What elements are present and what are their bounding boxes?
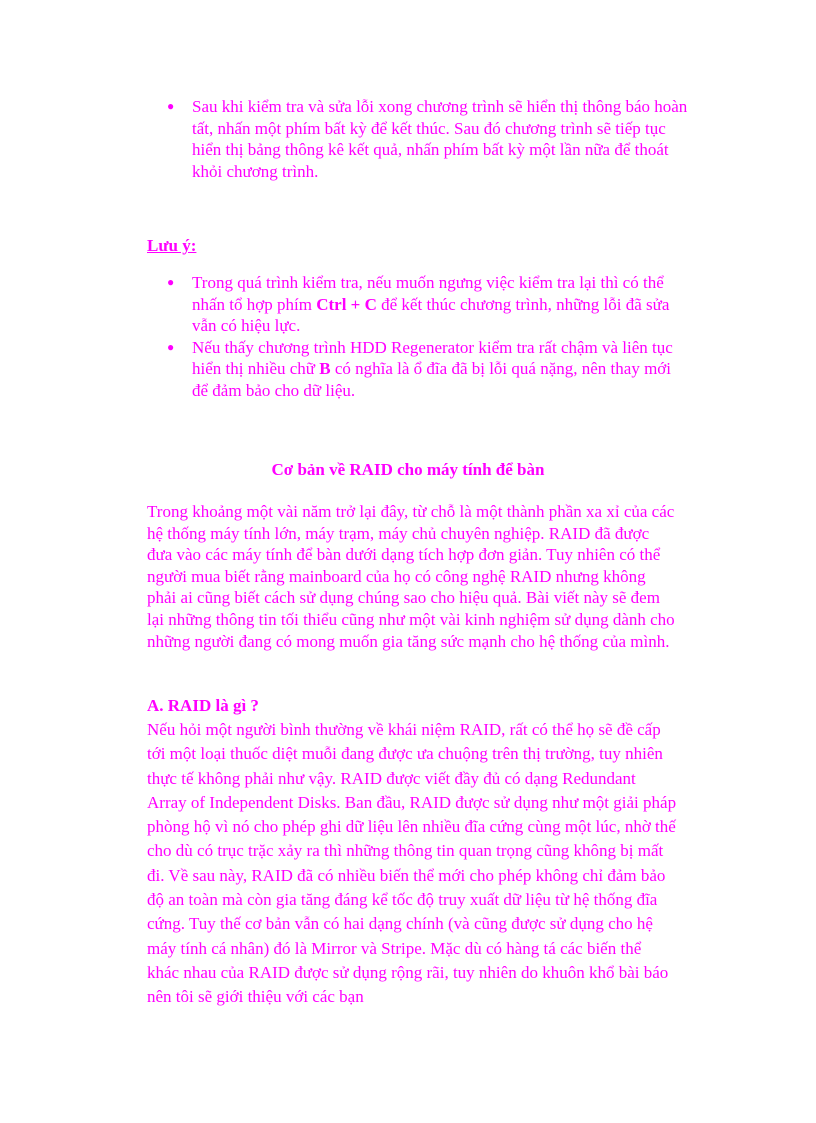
note-bullet-list	[168, 272, 688, 401]
list-item	[168, 337, 688, 402]
key-combo: Ctrl + C	[316, 294, 377, 314]
list-item	[168, 272, 688, 337]
bullet-text: Trong quá trình kiểm tra, nếu muốn ngưng việc kiểm tra lại thì có thể nhấn tổ hợp phím Ctrl + C để kết thúc chương trình, những lỗi đã sửa vẫn có hiệu lực.	[192, 273, 670, 335]
bullet-text: Nếu thấy chương trình HDD Regenerator kiểm tra rất chậm và liên tục hiển thị nhiều chữ B có nghĩa là ổ đĩa đã bị lỗi quá nặng, nên thay mới để đảm bảo cho dữ liệu.	[192, 337, 673, 400]
note-title: Lưu ý:	[147, 236, 197, 255]
bullet-icon: ●	[167, 99, 175, 113]
section-heading: Cơ bản về RAID cho máy tính để bàn	[271, 460, 545, 479]
intro-paragraph: Trong khoảng một vài năm trở lại đây, từ chỗ là một thành phần xa xỉ của các hệ thống máy tính lớn, máy trạm, máy chủ chuyên nghiệp. RAID đã được đưa vào các máy tính để bàn dưới dạng tích hợp đơn giản. Tuy nhiên có thể người mua biết rằng mainboard của họ có công nghệ RAID nhưng không phải ai cũng biết cách sử dụng chúng sao cho hiệu quả. Bài viết này sẽ đem lại những thông tin tối thiểu cũng như một vài kinh nghiệm sử dụng dành cho những người đang có mong muốn gia tăng sức mạnh cho hệ thống của mình.	[147, 502, 675, 651]
section-a-title: A. RAID là gì ?	[147, 696, 259, 715]
bullet-icon: ●	[167, 339, 175, 354]
completion-bullet-list	[168, 96, 688, 182]
bullet-icon: ●	[167, 275, 175, 289]
bullet-text: Sau khi kiểm tra và sửa lỗi xong chương trình sẽ hiển thị thông báo hoàn tất, nhấn một phím bất kỳ để kết thúc. Sau đó chương trình sẽ tiếp tục hiển thị bảng thông kê kết quả, nhấn phím bất kỳ một lần nữa để thoát khỏi chương trình.	[192, 97, 688, 181]
list-item	[168, 96, 688, 182]
section-a-paragraph: Nếu hỏi một người bình thường về khái niệm RAID, rất có thể họ sẽ đề cấp tới một loại thuốc diệt muỗi đang được ưa chuộng trên thị trường, tuy nhiên thực tế không phải như vậy. RAID được viết đầy đủ có dạng Redundant Array of Independent Disks. Ban đầu, RAID được sử dụng như một giải pháp phòng hộ vì nó cho phép ghi dữ liệu lên nhiều đĩa cứng cùng một lúc, nhờ thế cho dù có trục trặc xảy ra thì những thông tin quan trọng cũng không bị mất đi. Về sau này, RAID đã có nhiều biến thể mới cho phép không chỉ đảm bảo độ an toàn mà còn gia tăng đáng kể tốc độ truy xuất dữ liệu từ hệ thống đĩa cứng. Tuy thế cơ bản vẫn có hai dạng chính (và cũng được sử dụng cho hệ máy tính cá nhân) đó là Mirror và Stripe. Mặc dù có hàng tá các biến thể khác nhau của RAID được sử dụng rộng rãi, tuy nhiên do khuôn khổ bài báo nên tôi sẽ giới thiệu với các bạn	[147, 720, 677, 1007]
bold-letter: B	[319, 359, 331, 378]
